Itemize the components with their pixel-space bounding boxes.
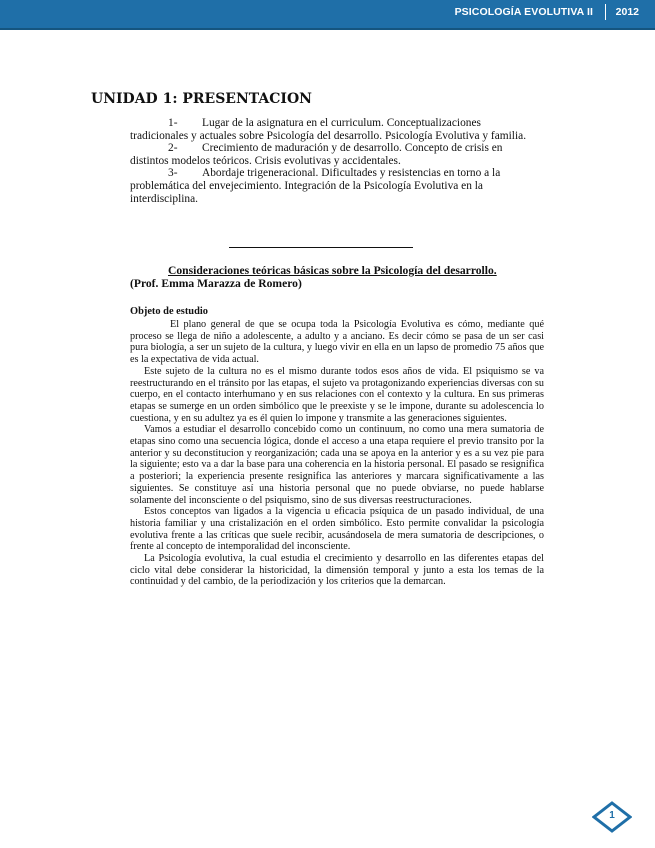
body-paragraph: Este sujeto de la cultura no es el mismo durante todos esos años de vida. El psiquismo se va reestructurando en el tránsito por las etapas, el sujeto va protagonizando experiencias diversas con su cuerpo, en el contacto interhumano y en sus relaciones con el contexto y la cultura. En sus primeras etapas se sumerge en un orden simbólico que le preexiste y se le impone, durante su adolescencia lo cuestiona, y en su adultez ya es él quien lo impone y transmite a las generaciones siguientes. xyxy=(130,365,544,424)
outline-item-first-line: Lugar de la asignatura en el curriculum. Conceptualizaciones xyxy=(202,117,481,129)
body-paragraph: Vamos a estudiar el desarrollo concebido como un continuum, no como una mera sumatoria de etapas sino como una secuencia lógica, donde el acceso a una etapa requiere el previo transito por la anterior y su deconstitucion y reorganización; cada una se apoya en la anterior y es a su vez pie para la siguiente; esto va a dar la base para una coherencia en la historia personal. El pasado se resignifica a posteriori; la experiencia presente resignifica las anteriores y marcara significativamente a las siguientes. Se constituye así una historia personal que no puede obviarse, no puede hablarse solamente del inconsciente o del psiquismo, sino de sus diversas reestructuraciones. xyxy=(130,424,544,506)
header-separator xyxy=(605,4,606,20)
header-year: 2012 xyxy=(615,6,639,18)
outline-item-1 xyxy=(130,117,550,130)
header-title: PSICOLOGÍA EVOLUTIVA II xyxy=(454,6,593,18)
header-bar xyxy=(0,0,655,30)
outline-item-number: 3- xyxy=(168,167,178,180)
section-divider xyxy=(229,247,413,248)
outline-item-number: 2- xyxy=(168,142,178,155)
outline-item-first-line: Crecimiento de maduración y de desarrollo. Concepto de crisis en xyxy=(202,142,503,155)
outline-item-continuation: distintos modelos teóricos. Crisis evolutivas y accidentales. xyxy=(130,154,401,167)
page-number: 1 xyxy=(609,810,615,821)
outline-item-first-line: Abordaje trigeneracional. Dificultades y resistencias en torno a la xyxy=(202,167,501,180)
section-author: (Prof. Emma Marazza de Romero) xyxy=(130,277,302,290)
unit-outline xyxy=(130,117,550,205)
body-paragraph: Estos conceptos van ligados a la vigencia u eficacia psíquica de un pasado individual, de una historia familiar y una cristalización en el orden simbólico. Esto permite convalidar la psicología evolutiva frente a las críticas que suele recibir, acusándosela de mera sumatoria de descripciones, o frente al concepto de intemporalidad del inconsciente. xyxy=(130,506,544,553)
section-subtitle: Objeto de estudio xyxy=(130,306,208,317)
section-title: Consideraciones teóricas básicas sobre la Psicología del desarrollo. xyxy=(168,264,497,277)
body-text xyxy=(130,319,544,588)
outline-item-continuation: tradicionales y actuales sobre Psicología del desarrollo. Psicología Evolutiva y familia. xyxy=(130,129,527,142)
outline-item-2 xyxy=(130,142,550,155)
outline-item-number: 1- xyxy=(168,117,178,129)
body-paragraph: El plano general de que se ocupa toda la Psicología Evolutiva es cómo, mediante qué proceso se llega de niño a adolescente, a adulto y a anciano. Es decir cómo se pasa de un ser casi pura biología, a ser un sujeto de la cultura, y luego vivir en ella en un lapso de promedio 75 años que es la expectativa de vida actual. xyxy=(130,319,544,366)
unit-title: UNIDAD 1: PRESENTACION xyxy=(91,91,312,107)
outline-item-continuation: problemática del envejecimiento. Integración de la Psicología Evolutiva en la interdisciplina. xyxy=(130,179,483,205)
outline-item-3 xyxy=(130,167,550,180)
body-paragraph: La Psicología evolutiva, la cual estudia el crecimiento y desarrollo en las diferentes etapas del ciclo vital debe considerar la historicidad, la dimensión temporal y junto a esta los temas de la continuidad y del cambio, de la periodización y los criterios que la demarcan. xyxy=(130,553,544,588)
page-number-badge xyxy=(592,801,632,833)
